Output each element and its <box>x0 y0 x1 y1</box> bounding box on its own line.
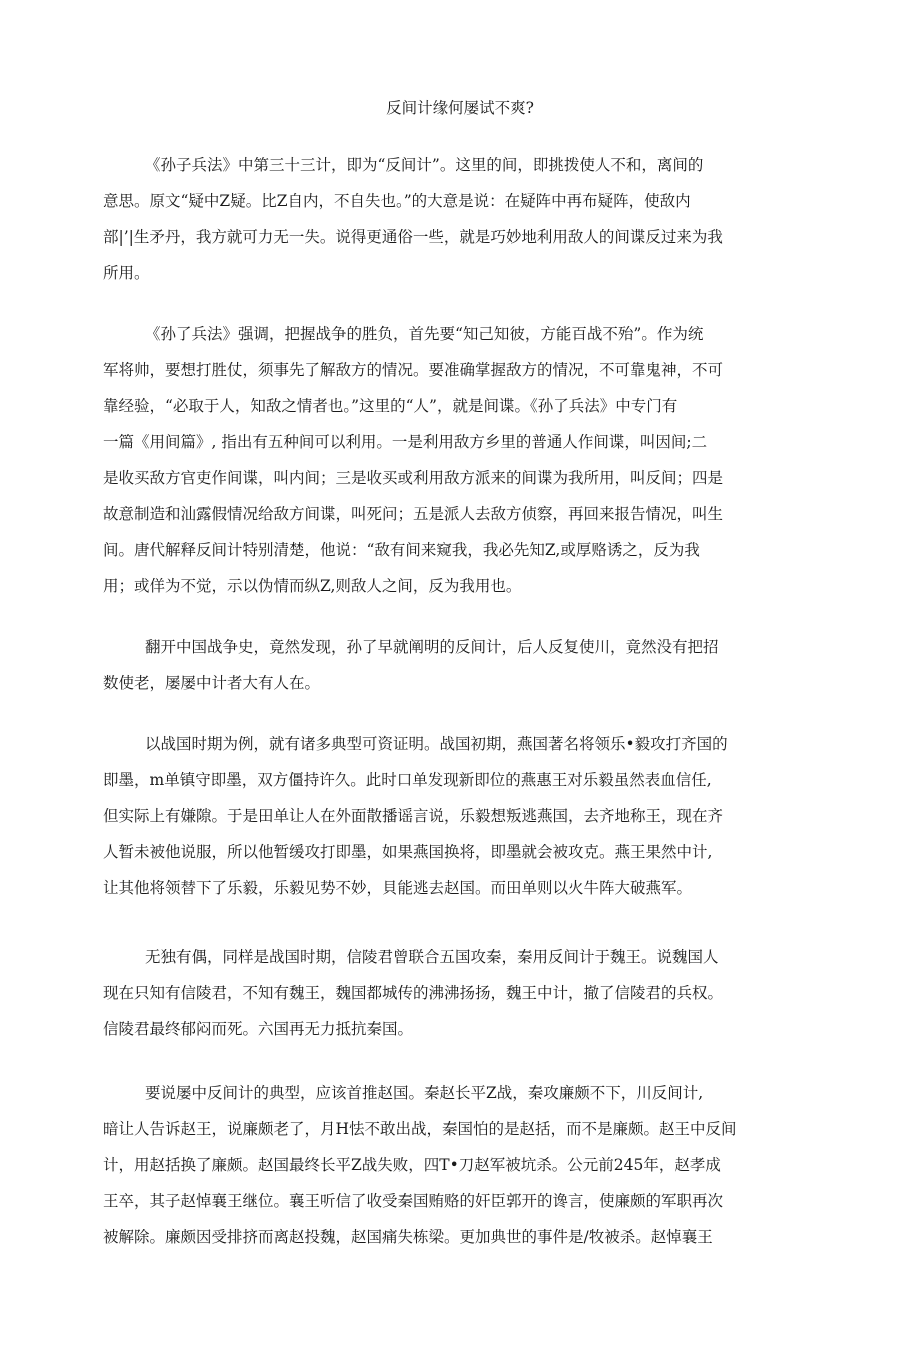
paragraph-line: 意思。原文“疑中Z疑。比Z自内，不自失也。”的大意是说：在疑阵中再布疑阵，使敌内 <box>103 192 691 210</box>
paragraph-line: 无独有偶，同样是战国时期，信陵君曾联合五国攻秦，秦用反间计于魏王。说魏国人 <box>145 948 719 966</box>
page-title: 反间计缘何屡试不爽? <box>386 99 534 117</box>
paragraph-line: 要说屡中反间计的典型，应该首推赵国。秦赵长平Z战，秦攻廉颇不下，川反间计, <box>145 1084 704 1102</box>
paragraph-line: 但实际上有嫌隙。于是田单让人在外面散播谣言说，乐毅想叛逃燕国，去齐地称王，现在齐 <box>103 807 724 825</box>
paragraph-line: 《孙了兵法》强调，把握战争的胜负，首先要“知己知彼，方能百战不殆”。作为统 <box>145 325 704 343</box>
paragraph-line: 以战国时期为例，就有诸多典型可资证明。战国初期，燕国著名将领乐•毅攻打齐国的 <box>145 735 728 753</box>
paragraph-line: 计，用赵括换了廉颇。赵国最终长平Z战失败，四T•刀赵军被坑杀。公元前245年，赵孝成 <box>103 1156 721 1174</box>
paragraph-line: 靠经验，“必取于人，知敌之情者也。”这里的“人”，就是间谍。《孙了兵法》中专门有 <box>103 397 678 415</box>
paragraph-line: 翻开中国战争史，竟然发现，孙了早就阐明的反间计，后人反复使川，竟然没有把招 <box>145 638 719 656</box>
paragraph-line: 让其他将领替下了乐毅，乐毅见势不妙，貝能逃去赵国。而田单则以火牛阵大破燕军。 <box>103 879 693 897</box>
paragraph-line: 信陵君最终郁闷而死。六国再无力抵抗秦国。 <box>103 1020 414 1038</box>
paragraph-line: 人暂未被他说服，所以他暂缓攻打即墨，如果燕国换将，即墨就会被攻克。燕王果然中计, <box>103 843 713 861</box>
paragraph-line: 部|’|生矛丹，我方就可力无一失。说得更通俗一些，就是巧妙地利用敌人的间谍反过来为我 <box>103 228 723 246</box>
paragraph-line: 是收买敌方官吏作间谍，叫内间；三是收买或利用敌方派来的间谍为我所用，叫反间；四是 <box>103 469 724 487</box>
paragraph-line: 王卒，其子赵悼襄王继位。襄王听信了收受秦国贿赂的奸臣郭开的谗言，使廉颇的军职再次 <box>103 1192 724 1210</box>
paragraph-line: 数使老，屡屡中计者大有人在。 <box>103 674 321 692</box>
paragraph-line: 暗让人告诉赵王，说廉颇老了，月H怯不敢出战，秦国怕的是赵括，而不是廉颇。赵王中反间 <box>103 1120 737 1138</box>
paragraph-line: 一篇《用间篇》, 指出有五种间可以利用。一是利用敌方乡里的普通人作间谍，叫因间;二 <box>103 433 708 451</box>
paragraph-line: 间。唐代解释反间计特别清楚，他说：“敌有间来窥我，我必先知Z,或厚赂诱之，反为我 <box>103 541 700 559</box>
paragraph-line: 故意制造和汕露假情况给敌方间谍，叫死问；五是派人去敌方侦察，再回来报告情况，叫生 <box>103 505 724 523</box>
paragraph-line: 用；或佯为不觉，示以伪情而纵Z,则敌人之间，反为我用也。 <box>103 577 522 595</box>
paragraph-line: 《孙子兵法》中第三十三计，即为“反间计”。这里的间，即挑拨使人不和，离间的 <box>145 156 704 174</box>
paragraph-line: 现在只知有信陵君，不知有魏王，魏国都城传的沸沸扬扬，魏王中计，撤了信陵君的兵权。 <box>103 984 724 1002</box>
paragraph-line: 军将帅，要想打胜仗，须事先了解敌方的情况。要准确掌握敌方的情况，不可靠鬼神，不可 <box>103 361 724 379</box>
paragraph-line: 被解除。廉颇因受排挤而离赵投魏，赵国痛失栋梁。更加典世的事件是/牧被杀。赵悼襄王 <box>103 1228 713 1246</box>
paragraph-line: 所用。 <box>103 264 150 282</box>
paragraph-line: 即墨，m单镇守即墨，双方僵持许久。此时口单发现新即位的燕惠王对乐毅虽然表血信任, <box>103 771 712 789</box>
